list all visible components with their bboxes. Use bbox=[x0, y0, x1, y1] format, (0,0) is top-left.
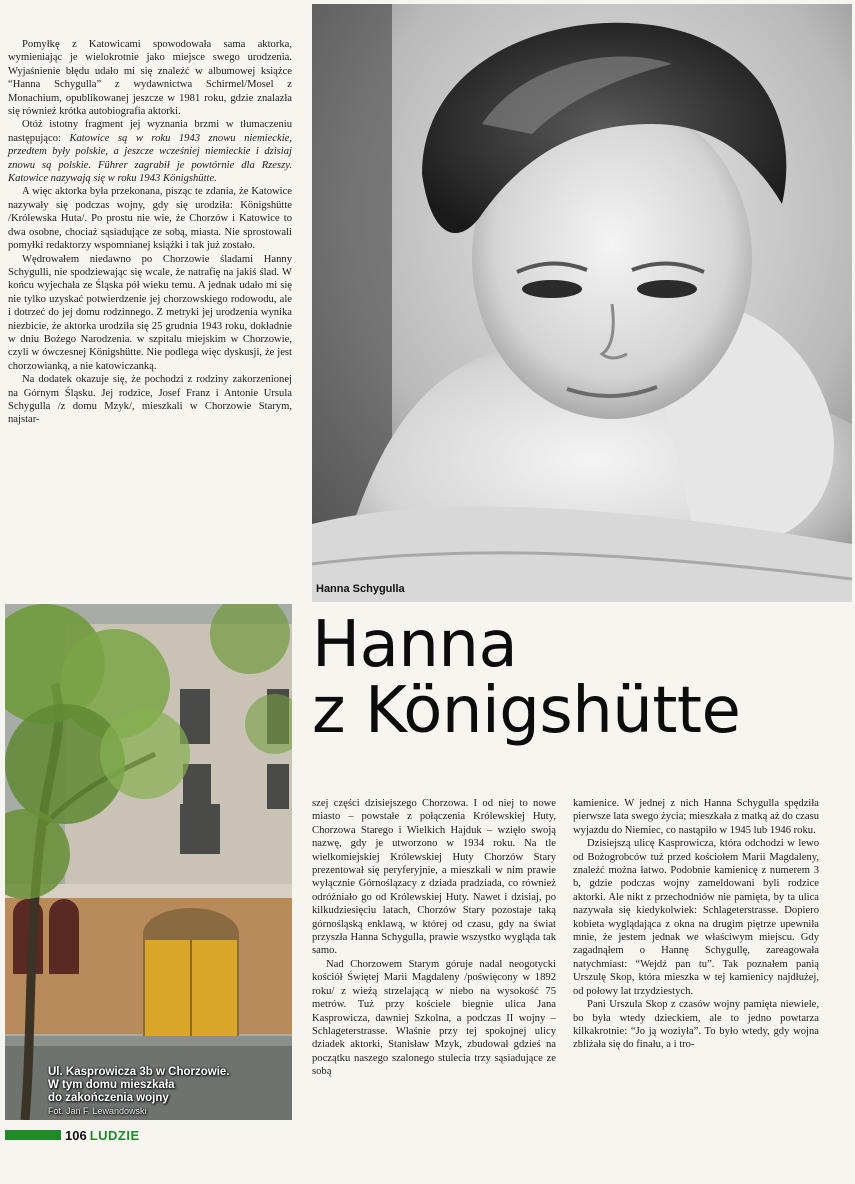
portrait-photo bbox=[312, 4, 852, 602]
paragraph: szej części dzisiejszego Chorzowa. I od niej to nowe miasto – powstałe z połączenia Królewskiej Huty, Chorzowa Starego i Wielkich Hajduk – wzięło swoją nazwę, gdy je utworzono w 1934 roku. Na tle wielkomiejskiej Królewskiej Huty Chorzów Stary prezentował się peryferyjnie, a mieszkali w nim prawie wyłącznie Górnoślązacy z dziada pradziada, co również odróżniało go od Królewskiej Huty. Nawet i dzisiaj, po kilkudziesięciu latach, Chorzów Stary pozostaje taką górnośląską enklawą, w której od czasu, gdy na świat przyszła Hanna Schygulla, prawie wszystko wygląda tak samo. bbox=[312, 798, 556, 957]
article-headline bbox=[312, 608, 741, 748]
middle-text-column bbox=[312, 797, 556, 1079]
street-photo-caption bbox=[48, 1066, 288, 1117]
footer-accent-bar bbox=[5, 1130, 61, 1140]
paragraph: Wędrowałem niedawno po Chorzowie śladami Hanny Schygulli, nie spodziewając się wcale, że natrafię na jakiś ślad. W końcu wyjechała ze Śląska pół wieku temu. A jednak udało mi się nie tylko uzyskać potwierdzenie jej chorzowskiego rodowodu, ale i dotrzeć do jej domu rodzinnego. Z metryki jej urodzenia wynika niezbicie, że aktorka urodziła się 25 grudnia 1943 roku, dokładnie w dniu Bożego Narodzenia. w szpitalu miejskim w Chorzowie, czyli w ówczesnej Königshütte. Nie podlega więc dyskusji, że jest chorzowianką, a nie katowiczanką. bbox=[8, 253, 292, 372]
paragraph: Na dodatek okazuje się, że pochodzi z rodziny zakorzenionej na Górnym Śląsku. Jej rodzice, Josef Franz i Antonie Ursula Schygulla /z domu Mzyk/, mieszkali w Chorzowie Starym, najstar- bbox=[8, 374, 292, 426]
headline-line-1: Hanna bbox=[312, 608, 518, 682]
paragraph: Pomyłkę z Katowicami spowodowała sama aktorka, wymieniając je wielokrotnie jako miejsce swego urodzenia. Wyjaśnienie błędu udało mi się znaleźć w albumowej książce “Hanna Schygulla” z wydawnictwa Schirmel/Mosel z Monachium, opublikowanej jeszcze w 1981 roku, gdzie znalazła się również krótka autobiografia aktorki. bbox=[8, 39, 292, 118]
paragraph: Dzisiejszą ulicę Kasprowicza, która odchodzi w lewo od Bożogrobców tuż przed kościołem Marii Magdaleny, znaleźć można łatwo. Podobnie kamienicę z numerem 3 b, gdzie podczas wojny zameldowani byli rodzice aktorki. Ale nikt z przechodniów nie pamięta, by ta ulica nazywała się kiedykolwiek: Schlageterstrasse. Dopiero kobieta wyglądająca z okna na drugim piętrze upewniła mnie, że jestem jednak we właściwym miejscu. Gdy zagadnąłem o Hannę Schygullę, zareagowała natychmiast: “Wejdź pan tu”. Tak poznałem panią Urszulę Skop, która mieszka w tej kamienicy najdłużej, od połowy lat trzydziestych. bbox=[573, 838, 819, 997]
right-text-column bbox=[573, 797, 819, 1052]
paragraph: Nad Chorzowem Starym góruje nadal neogotycki kościół Świętej Marii Magdaleny /poświęcony w 1892 roku/ z wieżą strzelającą w niebo na wysokość 75 metrów. Tuż przy kościele biegnie ulica Jana Kasprowicza, dawniej Szkolna, a podczas II wojny – Schlageterstrasse. Właśnie przy tej spokojnej ulicy dziadek aktorki, Stanisław Mzyk, zbudował gdzieś na początku naszego szalonego stulecia trzy sąsiadujące ze sobą bbox=[312, 958, 556, 1078]
photo-credit: Fot. Jan F. Lewandowski bbox=[48, 1106, 147, 1116]
caption-line: do zakończenia wojny bbox=[48, 1092, 169, 1104]
street-photo bbox=[5, 604, 292, 1120]
quote-italic: Katowice są w roku 1943 znowu niemieckie, przedtem były polskie, a jeszcze wcześniej niemieckie i dzisiaj znowu są polskie. Führer zagrabił je powtórnie dla Rzeszy. Katowice nazywają się w roku 1943 Königshütte. bbox=[8, 132, 292, 185]
paragraph: Otóż istotny fragment jej wyznania brzmi w tłumaczeniu następująco: Katowice są w roku 1943 znowu niemieckie, przedtem były polskie, a jeszcze wcześniej niemieckie i dzisiaj znowu są polskie. Führer zagrabił je powtórnie dla Rzeszy. Katowice nazywają się w roku 1943 Königshütte. bbox=[8, 119, 292, 185]
headline-line-2: z Königshütte bbox=[312, 674, 741, 748]
left-text-column bbox=[8, 38, 292, 427]
page-number: 106 bbox=[65, 1127, 87, 1143]
page-footer bbox=[5, 1128, 140, 1142]
caption-line: Ul. Kasprowicza 3b w Chorzowie. bbox=[48, 1066, 230, 1078]
paragraph: kamienice. W jednej z nich Hanna Schygulla spędziła pierwsze lata swego życia; mieszkała z matką aż do czasu wyjazdu do Niemiec, co nastąpiło w 1945 lub 1946 roku. bbox=[573, 798, 819, 836]
caption-line: W tym domu mieszkała bbox=[48, 1079, 175, 1091]
section-name: LUDZIE bbox=[89, 1127, 140, 1143]
paragraph: A więc aktorka była przekonana, pisząc te zdania, że Katowice nazywały się podczas wojny, gdy się urodziła: Königshütte /Królewska Huta/. Po prostu nie wie, że Chorzów i Katowice to dwa osobne, chociaż sąsiadujące ze sobą, miasta. Nie sprostowali pomyłki redaktorzy wspomnianej książki i tak już zostało. bbox=[8, 186, 292, 252]
paragraph: Pani Urszula Skop z czasów wojny pamięta niewiele, bo była wtedy dzieckiem, ale to jedno powtarza kilkakrotnie: “Jo ją woziyła”. To było wtedy, gdy wojna zbliżała się do finału, a i tro- bbox=[573, 999, 819, 1051]
portrait-caption: Hanna Schygulla bbox=[316, 583, 405, 595]
